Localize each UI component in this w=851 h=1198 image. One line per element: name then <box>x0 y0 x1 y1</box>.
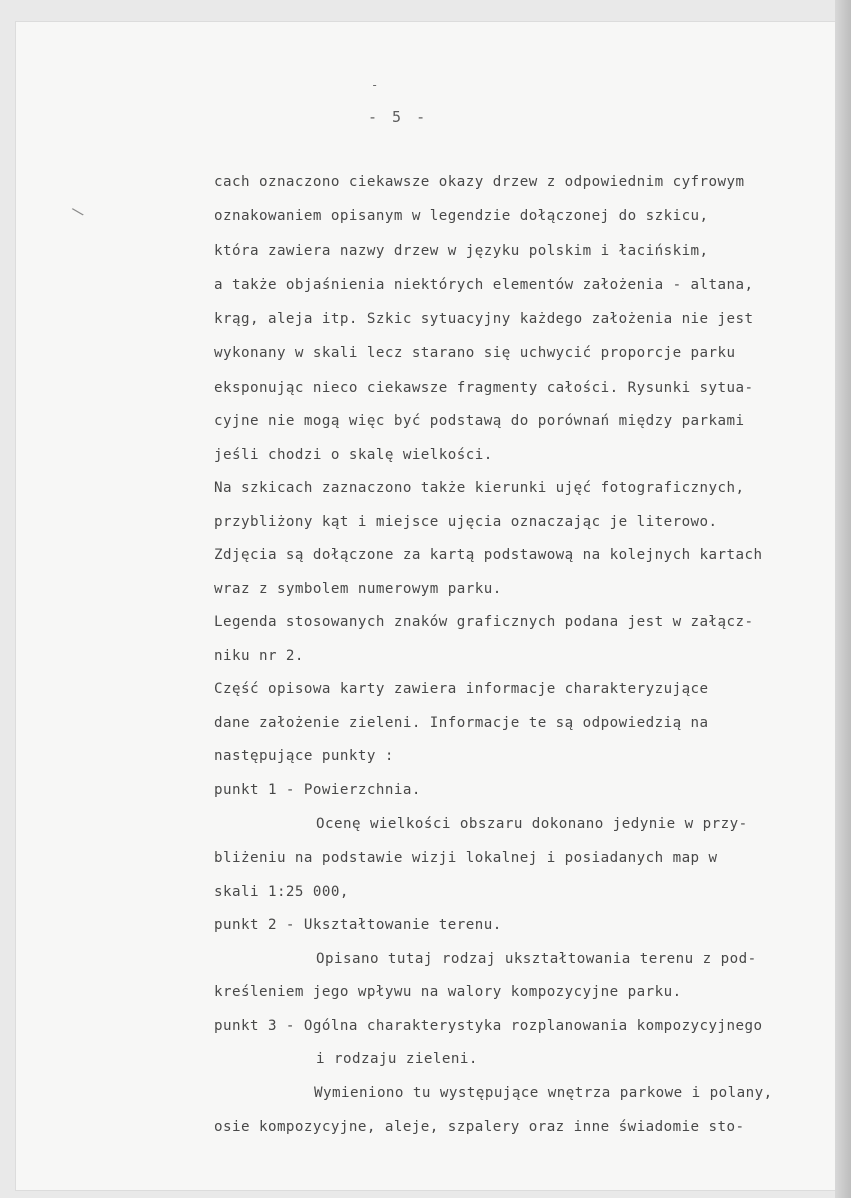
text-line: Zdjęcia są dołączone za kartą podstawową na kolejnych kartach <box>214 547 763 563</box>
text-line: Legenda stosowanych znaków graficznych podana jest w załącz- <box>214 614 754 630</box>
text-line: Ocenę wielkości obszaru dokonano jedynie w przy- <box>316 816 748 832</box>
section-heading-continuation: i rodzaju zieleni. <box>316 1051 478 1067</box>
text-line: bliżeniu na podstawie wizji lokalnej i posiadanych map w <box>214 850 718 866</box>
text-line: cach oznaczono ciekawsze okazy drzew z odpowiednim cyfrowym <box>214 174 745 190</box>
text-line: krąg, aleja itp. Szkic sytuacyjny każdego założenia nie jest <box>214 311 754 327</box>
document-page <box>16 22 835 1190</box>
text-line: przybliżony kąt i miejsce ujęcia oznaczając je literowo. <box>214 514 718 530</box>
text-line: która zawiera nazwy drzew w języku polskim i łacińskim, <box>214 243 709 259</box>
text-line: Na szkicach zaznaczono także kierunki ujęć fotograficznych, <box>214 480 745 496</box>
scan-edge-shadow <box>835 0 851 1198</box>
text-line: Opisano tutaj rodzaj ukształtowania terenu z pod- <box>316 951 757 967</box>
text-line: oznakowaniem opisanym w legendzie dołączonej do szkicu, <box>214 208 709 224</box>
text-line: eksponując nieco ciekawsze fragmenty całości. Rysunki sytua- <box>214 380 754 396</box>
margin-tick-mark: \ <box>70 203 87 221</box>
text-line: osie kompozycyjne, aleje, szpalery oraz inne świadomie sto- <box>214 1119 745 1135</box>
text-line: Wymieniono tu występujące wnętrza parkowe i polany, <box>314 1085 773 1101</box>
text-line: następujące punkty : <box>214 748 394 764</box>
text-line: skali 1:25 000, <box>214 884 349 900</box>
text-line: wraz z symbolem numerowym parku. <box>214 581 502 597</box>
header-mark: - <box>371 78 380 92</box>
section-heading-line: punkt 3 - Ogólna charakterystyka rozplanowania kompozycyjnego <box>214 1018 763 1034</box>
text-line: niku nr 2. <box>214 648 304 664</box>
section-heading-line: punkt 1 - Powierzchnia. <box>214 782 421 798</box>
text-line: jeśli chodzi o skalę wielkości. <box>214 447 493 463</box>
page-number: - 5 - <box>368 108 429 126</box>
text-line: wykonany w skali lecz starano się uchwycić proporcje parku <box>214 345 736 361</box>
text-line: kreśleniem jego wpływu na walory kompozycyjne parku. <box>214 984 682 1000</box>
section-heading-line: punkt 2 - Ukształtowanie terenu. <box>214 917 502 933</box>
text-line: dane założenie zieleni. Informacje te są odpowiedzią na <box>214 715 709 731</box>
text-line: a także objaśnienia niektórych elementów założenia - altana, <box>214 277 754 293</box>
text-line: Część opisowa karty zawiera informacje charakteryzujące <box>214 681 709 697</box>
text-line: cyjne nie mogą więc być podstawą do porównań między parkami <box>214 413 745 429</box>
